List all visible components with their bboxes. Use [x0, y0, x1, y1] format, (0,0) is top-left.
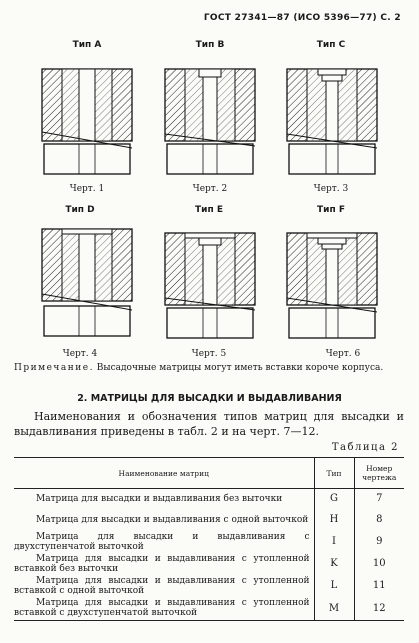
table-row — [14, 575, 404, 597]
table-caption: Таблица 2 — [331, 442, 399, 453]
table-row — [14, 531, 404, 553]
row-type: K — [314, 553, 354, 575]
row-name: Матрица для высадки и выдавливания без выточки — [36, 493, 283, 504]
row-type: M — [314, 597, 354, 621]
note-lead: Примечание. — [14, 363, 94, 373]
row-drawing-number: 9 — [354, 531, 404, 553]
figure-2-caption: Черт. 2 — [192, 184, 228, 194]
figure-note — [14, 362, 402, 374]
row-name: Матрица для высадки и выдавливания с утопленной вставкой без выточки — [14, 553, 310, 574]
row-drawing-number: 11 — [354, 575, 404, 597]
figure-6-caption: Черт. 6 — [325, 349, 361, 359]
row-name: Матрица для высадки и выдавливания с одной выточкой — [36, 514, 309, 525]
figure-5-type: Тип E — [195, 205, 223, 215]
die-drawing-type-a — [40, 68, 134, 176]
section-title: 2. МАТРИЦЫ ДЛЯ ВЫСАДКИ И ВЫДАВЛИВАНИЯ — [77, 393, 342, 404]
note-text: Высадочные матрицы могут иметь вставки короче корпуса. — [93, 363, 384, 373]
row-drawing-number: 12 — [354, 597, 404, 621]
figure-6-type: Тип F — [317, 205, 345, 215]
figure-4-caption: Черт. 4 — [62, 349, 98, 359]
figure-3-caption: Черт. 3 — [313, 184, 349, 194]
row-drawing-number: 7 — [354, 489, 404, 509]
row-name: Матрица для высадки и выдавливания с утопленной вставкой с одной выточкой — [14, 575, 310, 596]
die-drawing-type-f — [285, 232, 379, 340]
page-header: ГОСТ 27341—87 (ИСО 5396—77) С. 2 — [203, 13, 401, 23]
figure-4-type: Тип D — [65, 205, 95, 215]
die-drawing-type-c — [285, 68, 379, 176]
die-drawing-type-d — [40, 228, 134, 340]
figure-5-caption: Черт. 5 — [191, 349, 227, 359]
header-drawing-number: Номер чертежа — [354, 458, 404, 489]
die-types-table — [14, 457, 404, 621]
row-drawing-number: 10 — [354, 553, 404, 575]
row-type: H — [314, 509, 354, 531]
table-row — [14, 597, 404, 621]
figure-3-type: Тип C — [316, 40, 346, 50]
die-drawing-type-e — [163, 232, 257, 340]
row-type: G — [314, 489, 354, 509]
row-name: Матрица для высадки и выдавливания с двухступенчатой выточкой — [14, 531, 310, 552]
table-row — [14, 509, 404, 531]
die-drawing-type-b — [163, 68, 257, 176]
figure-2-type: Тип B — [195, 40, 225, 50]
figure-1-type: Тип A — [72, 40, 102, 50]
row-name: Матрица для высадки и выдавливания с утопленной вставкой с двухступенчатой выточкой — [14, 597, 314, 621]
row-type: I — [314, 531, 354, 553]
table-row — [14, 553, 404, 575]
figure-1-caption: Черт. 1 — [69, 184, 105, 194]
header-name: Наименование матриц — [14, 458, 314, 489]
table-row — [14, 489, 404, 509]
row-type: L — [314, 575, 354, 597]
header-type: Тип — [314, 458, 354, 489]
intro-paragraph: Наименования и обозначения типов матриц для высадки и выдавливания приведены в табл. 2 и на черт. 7—12. — [14, 410, 404, 438]
row-drawing-number: 8 — [354, 509, 404, 531]
